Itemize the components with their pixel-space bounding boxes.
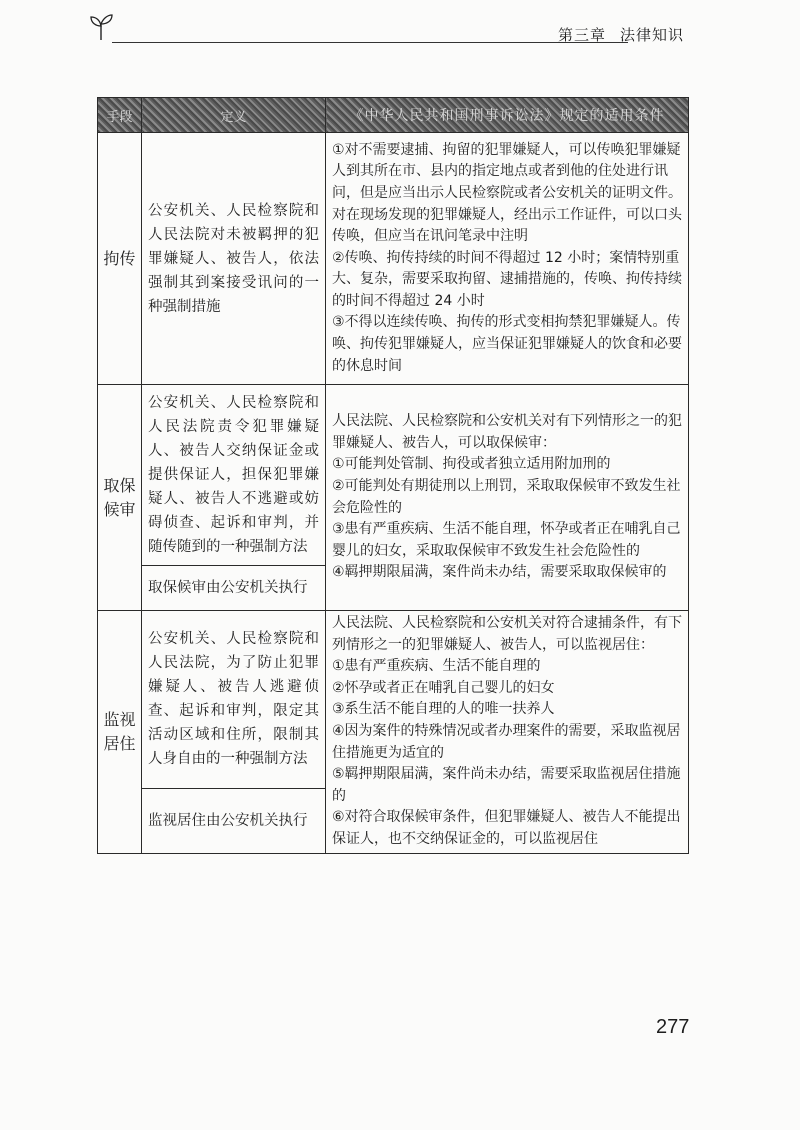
executing-authority: 取保候审由公安机关执行 bbox=[142, 566, 326, 611]
page-number: 277 bbox=[656, 1016, 690, 1038]
table-header-row bbox=[98, 98, 689, 133]
basis-item: ③患有严重疾病、生活不能自理，怀孕或者正在哺乳自己婴儿的妇女，采取取保候审不致发生社会危险性的 bbox=[332, 521, 681, 559]
basis-item: 人民法院、人民检察院和公安机关对有下列情形之一的犯罪嫌疑人、被告人，可以取保候审： bbox=[332, 413, 682, 451]
sprout-icon bbox=[88, 12, 114, 42]
measure-type: 拘传 bbox=[98, 133, 142, 385]
basis-item: ①患有严重疾病、生活不能自理的 bbox=[332, 658, 541, 675]
header-definition: 定义 bbox=[142, 98, 326, 133]
section-title: 法律知识 bbox=[620, 26, 685, 44]
header-rule bbox=[112, 42, 628, 43]
basis-item: ⑥对符合取保候审条件，但犯罪嫌疑人、被告人不能提出保证人，也不交纳保证金的，可以监视居住 bbox=[332, 809, 681, 847]
measure-definition: 公安机关、人民检察院和人民法院对未被羁押的犯罪嫌疑人、被告人，依法强制其到案接受讯问的一种强制措施 bbox=[142, 133, 326, 385]
basis-item: ②可能判处有期徒刑以上刑罚，采取取保候审不致发生社会危险性的 bbox=[332, 477, 681, 516]
basis-item: ③系生活不能自理的人的唯一扶养人 bbox=[332, 701, 555, 718]
executing-authority: 监视居住由公安机关执行 bbox=[142, 788, 326, 853]
chapter-number: 第三章 bbox=[558, 26, 607, 44]
basis-item: ①对不需要逮捕、拘留的犯罪嫌疑人，可以传唤犯罪嫌疑人到其所在市、县内的指定地点或者到他的住处进行讯问，但是应当出示人民检察院或者公安机关的证明文件。对在现场发现的犯罪嫌疑人，经出示工作证件，可以口头传唤，但应当在讯问笔录中注明 bbox=[332, 141, 682, 245]
measure-type: 取保候审 bbox=[98, 385, 142, 611]
legal-basis bbox=[326, 385, 689, 611]
header-type: 手段 bbox=[98, 98, 142, 133]
measure-definition: 公安机关、人民检察院和人民法院责令犯罪嫌疑人、被告人交纳保证金或提供保证人，担保犯罪嫌疑人、被告人不逃避或妨碍侦查、起诉和审判，并随传随到的一种强制方法 bbox=[142, 385, 326, 566]
legal-basis bbox=[326, 611, 689, 854]
page-header bbox=[88, 10, 708, 52]
measure-definition: 公安机关、人民检察院和人民法院，为了防止犯罪嫌疑人、被告人逃避侦查、起诉和审判，限定其活动区域和住所，限制其人身自由的一种强制方法 bbox=[142, 611, 326, 789]
table-row bbox=[98, 385, 689, 566]
basis-item: ④羁押期限届满，案件尚未办结，需要采取取保候审的 bbox=[332, 564, 667, 581]
coercive-measures-table bbox=[97, 97, 689, 854]
header-basis: 《中华人民共和国刑事诉讼法》规定的适用条件 bbox=[326, 98, 689, 133]
measure-type: 监视居住 bbox=[98, 611, 142, 854]
table-row bbox=[98, 133, 689, 385]
basis-item: ②传唤、拘传持续的时间不得超过 12 小时；案情特别重大、复杂，需要采取拘留、逮捕措施的，传唤、拘传持续的时间不得超过 24 小时 bbox=[332, 249, 682, 309]
basis-item: ④因为案件的特殊情况或者办理案件的需要，采取监视居住措施更为适宜的 bbox=[332, 722, 681, 761]
table-row bbox=[98, 611, 689, 789]
legal-basis bbox=[326, 133, 689, 385]
basis-item: ①可能判处管制、拘役或者独立适用附加刑的 bbox=[332, 456, 611, 473]
basis-item: 人民法院、人民检察院和公安机关对符合逮捕条件，有下列情形之一的犯罪嫌疑人、被告人，可以监视居住： bbox=[332, 615, 682, 653]
basis-item: ⑤羁押期限届满，案件尚未办结，需要采取监视居住措施的 bbox=[332, 766, 681, 804]
basis-item: ③不得以连续传唤、拘传的形式变相拘禁犯罪嫌疑人。传唤、拘传犯罪嫌疑人，应当保证犯罪嫌疑人的饮食和必要的休息时间 bbox=[332, 314, 682, 374]
basis-item: ②怀孕或者正在哺乳自己婴儿的妇女 bbox=[332, 679, 555, 696]
chapter-title bbox=[558, 24, 684, 45]
